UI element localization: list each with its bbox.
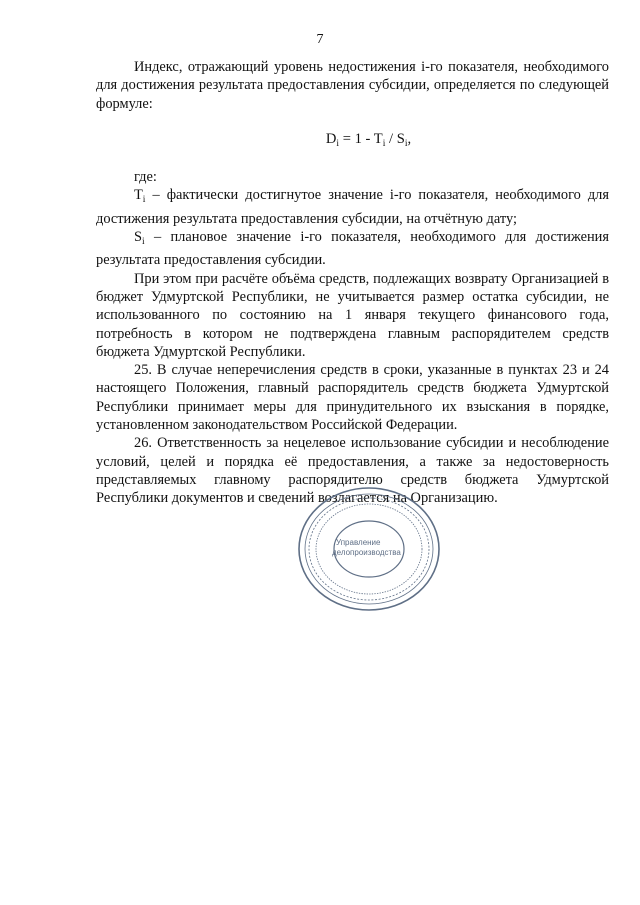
seal-text-line1: Управление — [336, 538, 381, 547]
paragraph-calculation: При этом при расчёте объёма средств, подлежащих возврату Организацией в бюджет Удмуртской Республики, не учитывается размер остатка субсидии, не использованного по состоянию на 1 января текущего финансового года, потребность в котором не подтверждена главным распорядителем средств бюджета Удмуртской Республики. — [96, 270, 609, 360]
official-seal — [296, 485, 442, 613]
formula-middle: = 1 - T — [339, 130, 383, 147]
si-subscript: i — [142, 237, 145, 248]
formula-d: D — [325, 130, 337, 147]
page-number: 7 — [316, 32, 324, 47]
si-symbol: S — [134, 229, 143, 246]
ti-subscript: i — [142, 195, 146, 206]
paragraph-25: 25. В случае неперечисления средств в сроки, указанные в пунктах 23 и 24 настоящего Положения, главный распорядитель средств бюджета Удмуртской Республики принимает меры для принудительного их взыскания в порядке, установленном законодательством Российской Федерации. — [96, 362, 609, 434]
seal-text-line2: делопроизводства — [332, 548, 401, 557]
paragraph-si — [96, 228, 609, 270]
formula — [96, 130, 609, 153]
seal-graphic — [296, 485, 442, 613]
ti-text: – фактически достигнутое значение i-го показателя, необходимого для достижения результата предоставления субсидии, на отчётную дату; — [96, 187, 609, 227]
formula-slash: / S — [385, 130, 405, 147]
paragraph-ti — [96, 186, 609, 228]
si-text: – плановое значение i-го показателя, необходимого для достижения результата предоставления субсидии. — [96, 229, 609, 269]
formula-tail: , — [407, 130, 412, 147]
formula-sub-i: i — [382, 138, 386, 149]
paragraph-intro: Индекс, отражающий уровень недостижения i-го показателя, необходимого для достижения результата предоставления субсидии, определяется по следующей формуле: — [96, 59, 609, 112]
paragraph-where: где: — [134, 169, 157, 186]
formula-sub-i: i — [404, 138, 408, 149]
ti-symbol: T — [134, 187, 143, 204]
paragraph-26: 26. Ответственность за нецелевое использование субсидии и несоблюдение условий, целей и порядка её предоставления, а также за недостоверность представляемых главному распорядителю средств бюджета Удмуртской Республики документов и сведений возлагается на Организацию. — [96, 435, 609, 507]
document-body — [96, 58, 609, 508]
formula-sub-i: i — [336, 138, 340, 149]
